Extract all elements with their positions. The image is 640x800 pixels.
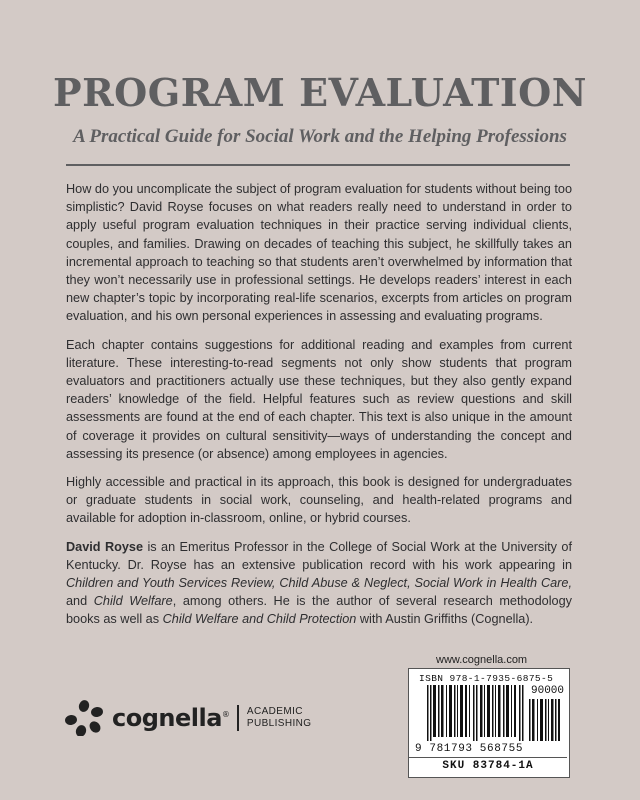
back-cover-description (66, 180, 572, 639)
publisher-logo (64, 700, 311, 736)
ean-number: 9 781793 568755 (415, 743, 524, 755)
bio-journals: Children and Youth Services Review, Child Abuse & Neglect, Social Work in Health Care, (66, 576, 572, 591)
publisher-tagline: ACADEMIC PUBLISHING (246, 706, 312, 729)
book-subtitle: A Practical Guide for Social Work and the Helping Professions (73, 126, 567, 147)
description-paragraph-3: Highly accessible and practical in its approach, this book is designed for undergraduates or graduate students in social work, counseling, and health-related programs and available for adoption in-classroom, online, or hybrid courses. (66, 475, 572, 526)
bio-text-3: , among others. He is the author of several research methodology books as well as (66, 594, 573, 627)
author-name: David Royse (66, 539, 144, 554)
ean-barcode-icon (427, 685, 525, 741)
logo-separator (237, 705, 239, 731)
price-code: 90000 (531, 685, 565, 697)
author-bio (66, 538, 572, 629)
cognella-mark-icon (64, 700, 104, 736)
price-barcode-icon (529, 699, 561, 741)
title-divider (66, 164, 570, 166)
barcode-label (408, 668, 570, 778)
bio-text-1: is an Emeritus Professor in the College of Social Work at the University of Kentucky. Dr. Royse has an extensive publication record with his work appearing in (66, 539, 572, 572)
description-paragraph-1: How do you uncomplicate the subject of program evaluation for students without being too simplistic? David Royse focuses on what readers really need to understand in order to apply useful program evaluation techniques in their practice serving individual clients, couples, and families. Drawing on decades of teaching this subject, he skillfully takes an incremental approach to teaching so that students aren’t overwhelmed by information that they won’t necessarily use in professional settings. He develops readers’ interest in each new chapter’s topic by incorporating real-life scenarios, excerpts from articles on program evaluation, and his own personal experiences in assessing and evaluating programs. (66, 182, 572, 324)
bio-book: Child Welfare and Child Protection (162, 612, 357, 627)
publisher-url: www.cognella.com (436, 654, 528, 666)
sku-number: SKU 83784-1A (409, 757, 567, 772)
bio-journal-last: Child Welfare (93, 594, 173, 609)
bio-text-4: with Austin Griffiths (Cognella). (356, 612, 534, 627)
description-paragraph-2: Each chapter contains suggestions for additional reading and examples from current literature. These interesting-to-read segments not only show students that program evaluators and practitioners actually use these techniques, but they also gently expand readers’ knowledge of the field. Helpful features such as review questions and skill assessments are found at the end of each chapter. This text is also unique in the amount of coverage it provides on cultural sensitivity—ways of understanding the concept and assessing its presence (or absence) among employees in agencies. (66, 337, 572, 461)
publisher-name: cognella® (112, 704, 230, 732)
isbn-text: ISBN 978-1-7935-6875-5 (419, 673, 554, 684)
book-title: PROGRAM EVALUATION (53, 70, 587, 115)
bio-text-2: and (66, 594, 94, 609)
